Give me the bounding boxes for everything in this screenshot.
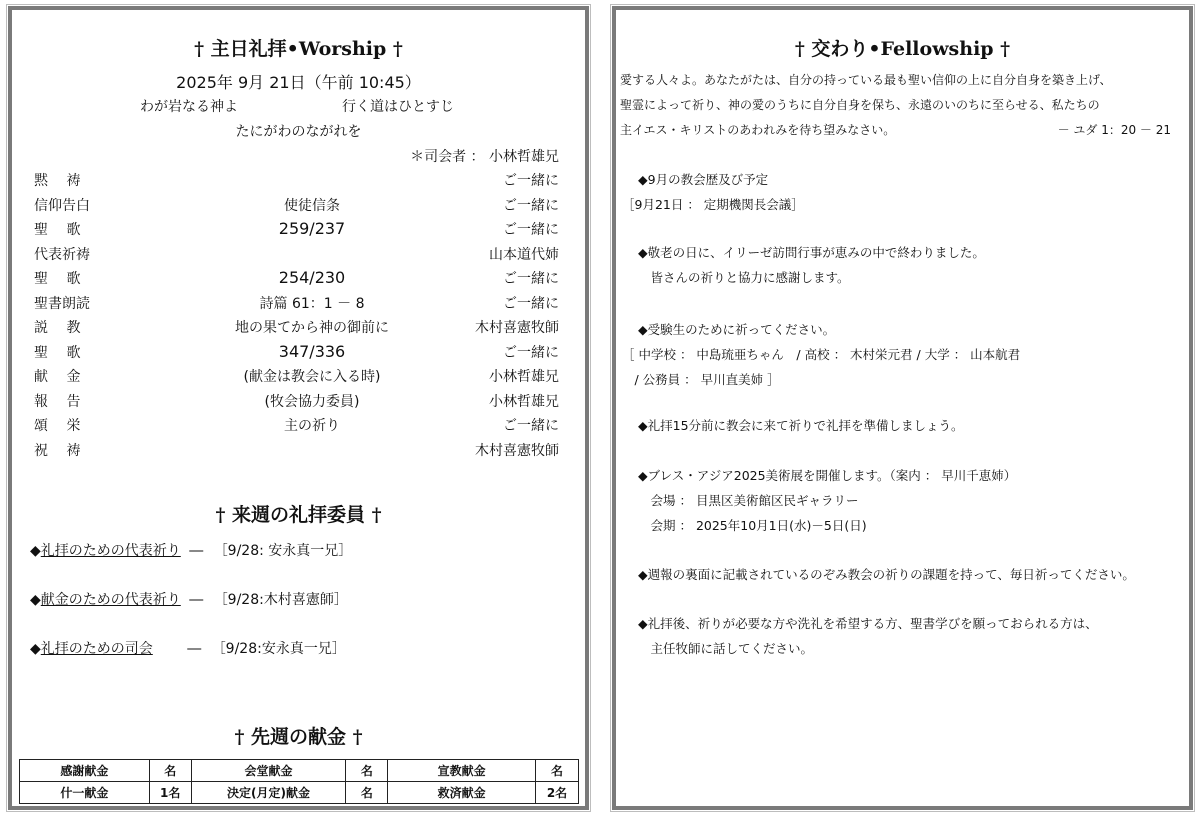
order-item-leader: ご一緒に <box>503 197 559 214</box>
committee-item-value: ［9/28:安永真一兄］ <box>211 641 346 657</box>
table-cell: 2名 <box>536 782 579 804</box>
order-item-leader: ご一緒に <box>503 222 559 238</box>
table-cell: 名 <box>346 760 388 782</box>
order-item-label: 代表祈祷 <box>34 246 90 263</box>
order-item-leader: 小林哲雄兄 <box>489 393 559 410</box>
committee-item-dash: ― <box>189 543 204 559</box>
order-item-leader: 木村喜憲牧師 <box>475 320 559 336</box>
order-item-leader: 山本道代姉 <box>489 246 559 263</box>
worship-panel <box>8 6 589 810</box>
order-item-detail: (牧会協力委員) <box>264 393 360 410</box>
announcement-line: / 公務員 ： 早川直美姉 ］ <box>622 372 780 387</box>
fellowship-title: † 交わり•Fellowship † <box>794 38 1011 60</box>
order-item-label: 説 教 <box>34 320 81 336</box>
committee-item-value: ［9/28:木村喜憲師］ <box>213 592 348 608</box>
table-row <box>20 782 579 804</box>
verse-line: 愛する人々よ。あなたがたは、自分の持っている最も聖い信仰の上に自分自身を築き上げ、 <box>620 73 1112 87</box>
presider: ＊司会者 ： 小林哲雄兄 <box>410 149 559 165</box>
order-item-detail: 地の果てから神の御前に <box>235 320 389 336</box>
table-cell: 決定(月定)献金 <box>191 782 346 804</box>
committee-item: ◆献金のための代表祈り ― ［9/28:木村喜憲師］ <box>30 592 348 608</box>
order-item-label: 聖 歌 <box>34 271 81 287</box>
announcement-line: 会場 ： 目黒区美術館区民ギャラリー <box>638 493 859 508</box>
order-item-label: 頌 栄 <box>34 418 81 434</box>
announcement-line: 主任牧師に話してください。 <box>638 641 814 656</box>
order-item-detail: 使徒信条 <box>284 197 340 214</box>
order-item-leader: 小林哲雄兄 <box>489 369 559 385</box>
committee-item-label: 礼拝のための司会 <box>40 641 153 657</box>
announcement-line: 会期 ： 2025年10月1日(水)－5日(日) <box>638 518 867 533</box>
verse-line: 主イエス・キリストのあわれみを待ち望みなさい。 <box>620 123 896 137</box>
committee-item-value: ［9/28: 安永真一兄］ <box>213 543 353 559</box>
order-item-label: 黙 祷 <box>34 173 81 189</box>
table-cell: 名 <box>536 760 579 782</box>
order-item-detail: 主の祈り <box>284 418 340 434</box>
order-item-label: 聖書朗読 <box>34 295 90 312</box>
table-cell: 感謝献金 <box>20 760 150 782</box>
order-item-leader: ご一緒に <box>503 173 559 189</box>
verse-line: 聖霊によって祈り、神の愛のうちに自分自身を保ち、永遠のいのちに至らせる、私たちの <box>620 98 1100 112</box>
order-item-leader: ご一緒に <box>503 295 559 312</box>
order-item-leader: ご一緒に <box>503 418 559 434</box>
committee-title: † 来週の礼拝委員 † <box>215 504 382 526</box>
call-to-worship-right: 行く道はひとすじ <box>342 99 454 115</box>
announcement-line: ◆ブレス・アジア2025美術展を開催します。（案内 ： 早川千恵姉） <box>638 468 1017 483</box>
order-item-leader: ご一緒に <box>503 271 559 287</box>
verse-reference: － ユダ 1：20 － 21 <box>1057 123 1171 137</box>
service-datetime: 2025年 9月 21日（午前 10:45） <box>176 73 421 92</box>
table-cell: 名 <box>346 782 388 804</box>
committee-item: ◆礼拝のための代表祈り ― ［9/28: 安永真一兄］ <box>30 543 353 559</box>
offering-table <box>19 759 579 804</box>
table-cell: 救済献金 <box>388 782 536 804</box>
order-item-label: 祝 祷 <box>34 442 81 459</box>
announcement-line: ◆敬老の日に、イリーゼ訪問行事が恵みの中で終わりました。 <box>638 245 985 260</box>
order-item-detail: 259/237 <box>278 219 346 238</box>
announcement-line: 皆さんの祈りと協力に感謝します。 <box>638 270 850 285</box>
order-item-label: 献 金 <box>34 369 81 385</box>
order-item-detail: (献金は教会に入る時) <box>243 369 381 385</box>
announcement-line: ◆受験生のために祈ってください。 <box>638 322 836 337</box>
order-item-detail: 254/230 <box>278 268 346 287</box>
order-item-detail: 詩篇 61：1 － 8 <box>259 295 365 312</box>
table-cell: 名 <box>149 760 191 782</box>
worship-title: † 主日礼拝•Worship † <box>194 38 403 60</box>
table-row <box>20 760 579 782</box>
committee-item-label: 礼拝のための代表祈り <box>40 543 181 559</box>
order-item-label: 報 告 <box>34 393 81 410</box>
announcement-line: ◆週報の裏面に記載されているのぞみ教会の祈りの課題を持って、毎日祈ってください。 <box>638 567 1135 582</box>
table-cell: 宣教献金 <box>388 760 536 782</box>
committee-item-dash: ― <box>187 641 202 657</box>
announcement-line: ◆礼拝15分前に教会に来て祈りで礼拝を準備しましょう。 <box>638 418 964 433</box>
table-cell: 会堂献金 <box>191 760 346 782</box>
order-item-label: 聖 歌 <box>34 222 81 238</box>
committee-item-dash: ― <box>189 592 204 608</box>
offering-title: † 先週の献金 † <box>234 726 363 748</box>
order-item-label: 聖 歌 <box>34 344 81 361</box>
fellowship-panel <box>612 6 1193 810</box>
table-cell: 1名 <box>149 782 191 804</box>
table-cell: 什一献金 <box>20 782 150 804</box>
call-to-worship-line2: たにがわのながれを <box>235 124 362 140</box>
order-item-leader: ご一緒に <box>503 344 559 361</box>
call-to-worship-left: わが岩なる神よ <box>140 99 238 115</box>
announcement-line: ◆礼拝後、祈りが必要な方や洗礼を希望する方、聖書学びを願っておられる方は、 <box>638 616 1098 631</box>
order-item-leader: 木村喜憲牧師 <box>475 442 559 459</box>
committee-item-label: 献金のための代表祈り <box>40 592 181 608</box>
announcement-line: ［9月21日 ： 定期機関長会議］ <box>622 197 804 212</box>
order-item-detail: 347/336 <box>278 341 346 361</box>
announcement-line: ［ 中学校 ： 中島琉亜ちゃん / 高校 ： 木村栄元君 / 大学 ： 山本航君 <box>622 347 1021 362</box>
committee-item: ◆礼拝のための司会 ― ［9/28:安永真一兄］ <box>30 641 346 657</box>
announcement-line: ◆9月の教会歴及び予定 <box>638 172 769 187</box>
order-item-label: 信仰告白 <box>34 197 90 214</box>
